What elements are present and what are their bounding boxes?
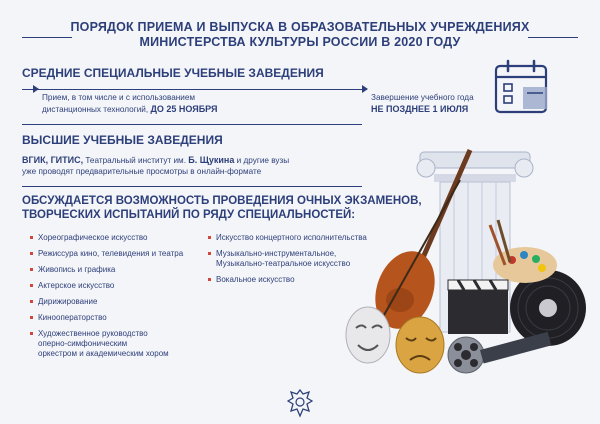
higher-text [22, 155, 382, 177]
timeline-arrow-2 [362, 85, 368, 93]
exams-heading-line-2: ТВОРЧЕСКИХ ИСПЫТАНИЙ ПО РЯДУ СПЕЦИАЛЬНОСТЕЙ: [22, 209, 356, 221]
divider-2 [22, 186, 362, 187]
timeline-line [22, 89, 367, 90]
higher-line-2: уже проводят предварительные просмотры в онлайн-формате [22, 166, 262, 176]
title-line-2: МИНИСТЕРСТВА КУЛЬТУРЫ РОССИИ В 2020 ГОДУ [139, 35, 461, 49]
admission-line-1: Прием, в том числе и с использованием [42, 93, 196, 102]
list-item: Хореографическое искусство [30, 233, 210, 243]
page-title [60, 20, 540, 50]
higher-institutes: ВГИК, ГИТИС, [22, 155, 84, 165]
timeline-arrow-1 [33, 85, 39, 93]
list-item-line: Музыкально-инструментальное, [216, 249, 337, 258]
admission-line-2-wrap [42, 104, 342, 116]
higher-heading: ВЫСШИЕ УЧЕБНЫЕ ЗАВЕДЕНИЯ [22, 133, 223, 147]
coat-of-arms-emblem [287, 388, 313, 418]
admission-line-2: дистанционных технологий, [42, 104, 149, 114]
secondary-heading: СРЕДНИЕ СПЕЦИАЛЬНЫЕ УЧЕБНЫЕ ЗАВЕДЕНИЯ [22, 66, 324, 80]
end-of-year-date: НЕ ПОЗДНЕЕ 1 ИЮЛЯ [371, 103, 469, 114]
specialties-left [30, 233, 210, 359]
list-item: Живопись и графика [30, 265, 210, 275]
list-item [30, 329, 210, 359]
list-item: Вокальное искусство [208, 275, 388, 285]
higher-line-1-mid: Театральный институт им. [85, 156, 186, 165]
arts-illustration [330, 140, 600, 385]
list-item-line: Музыкально-театральное искусство [216, 259, 351, 268]
exams-heading-line-1: ОБСУЖДАЕТСЯ ВОЗМОЖНОСТЬ ПРОВЕДЕНИЯ ОЧНЫХ ЭКЗАМЕНОВ, [22, 195, 422, 207]
list-item: Кинооператорство [30, 313, 210, 323]
list-item: Актерское искусство [30, 281, 210, 291]
clapperboard-icon [448, 280, 508, 334]
calendar-icon [493, 58, 553, 118]
list-item: Дирижирование [30, 297, 210, 307]
admission-text [42, 93, 342, 115]
higher-line-1 [22, 155, 382, 167]
list-item: Режиссура кино, телевидения и театра [30, 249, 210, 259]
list-item: Искусство концертного исполнительства [208, 233, 388, 243]
divider-1 [22, 124, 362, 125]
film-reel-icon [448, 332, 551, 373]
palette-icon [490, 220, 557, 283]
list-item-line: Художественное руководство [38, 329, 148, 338]
list-item-line: оперно-симфоническим [38, 339, 128, 348]
higher-line-1-rest: и другие вузы [236, 156, 290, 165]
admission-date: ДО 25 НОЯБРЯ [150, 103, 218, 114]
title-line-1: ПОРЯДОК ПРИЕМА И ВЫПУСКА В ОБРАЗОВАТЕЛЬНЫХ УЧРЕЖДЕНИЯХ [70, 20, 530, 34]
higher-shchukin: Б. Щукина [188, 155, 235, 165]
end-of-year-line: Завершение учебного года [371, 93, 474, 102]
list-item-line: оркестром и академическим хором [38, 349, 169, 358]
end-of-year-text [371, 93, 501, 115]
